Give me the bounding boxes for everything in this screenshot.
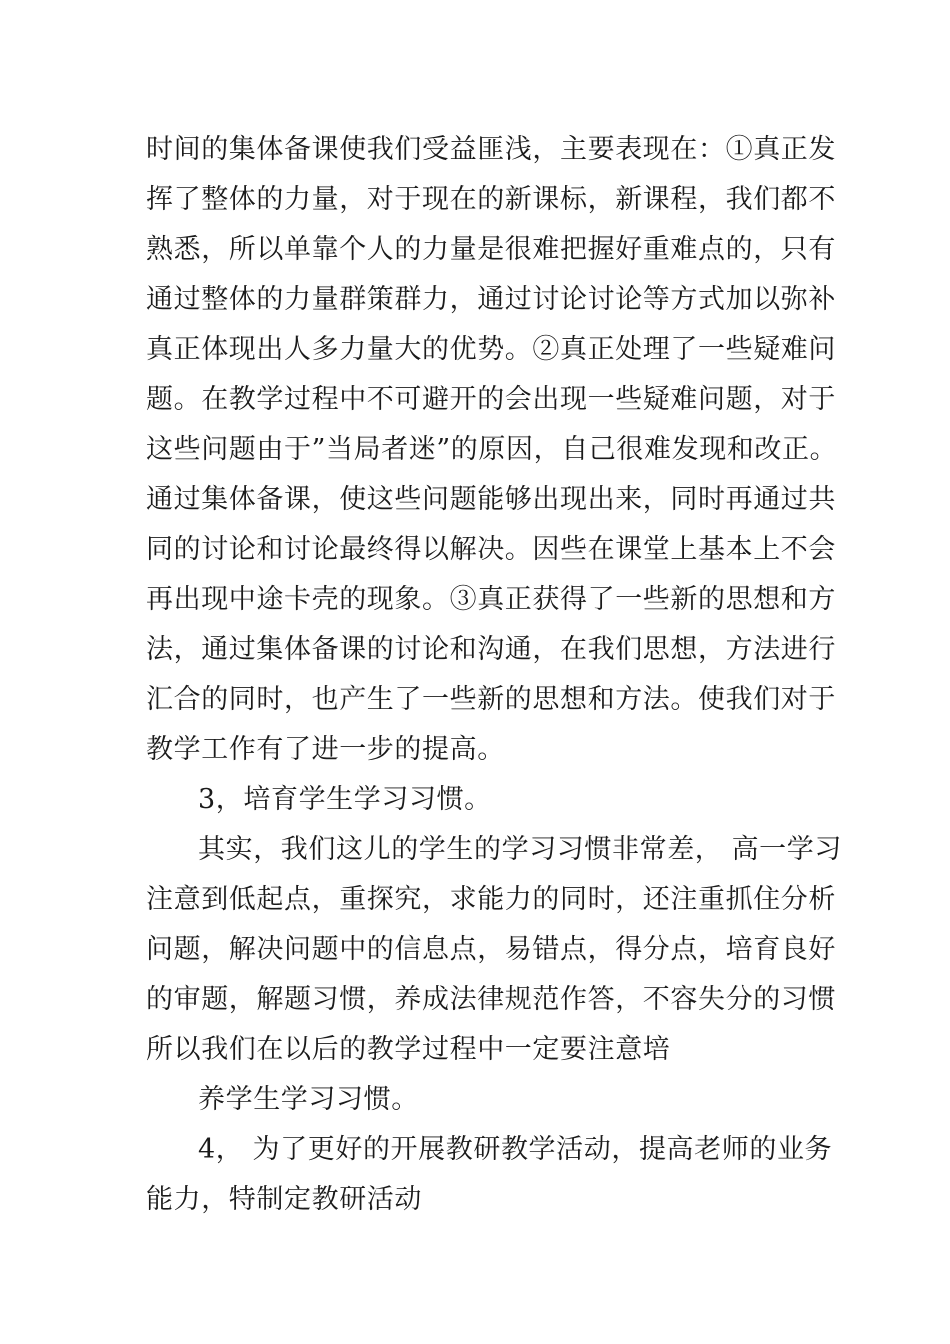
- text-line: 教学工作有了进一步的提高。: [146, 734, 505, 765]
- text-line: 挥了整体的力量，对于现在的新课标，新课程，我们都不: [146, 184, 836, 215]
- text-line: 这些问题由于”当局者迷”的原因，自己很难发现和改正。: [146, 434, 838, 465]
- text-line: 时间的集体备课使我们受益匪浅，主要表现在：①真正发: [146, 134, 836, 165]
- text-line: 汇合的同时，也产生了一些新的思想和方法。使我们对于: [146, 684, 836, 715]
- text-line: 熟悉，所以单靠个人的力量是很难把握好重难点的，只有: [146, 234, 836, 265]
- text-line: 通过整体的力量群策群力，通过讨论讨论等方式加以弥补: [146, 284, 836, 315]
- text-line: 的审题，解题习惯，养成法律规范作答，不容失分的习惯: [146, 984, 836, 1015]
- text-line: 真正体现出人多力量大的优势。②真正处理了一些疑难问: [146, 334, 836, 365]
- section-heading: 3，培育学生学习习惯。: [198, 784, 492, 815]
- text-line: 同的讨论和讨论最终得以解决。因些在课堂上基本上不会: [146, 534, 836, 565]
- text-line: 通过集体备课，使这些问题能够出现出来，同时再通过共: [146, 484, 836, 515]
- text-line: 所以我们在以后的教学过程中一定要注意培: [146, 1034, 671, 1065]
- section-heading: 4， 为了更好的开展教研教学活动，提高老师的业务: [198, 1134, 833, 1165]
- text-line: 养学生学习习惯。: [198, 1084, 419, 1115]
- text-line: 能力，特制定教研活动: [146, 1184, 422, 1215]
- text-line: 其实，我们这儿的学生的学习习惯非常差， 高一学习: [198, 834, 842, 865]
- text-line: 题。在教学过程中不可避开的会出现一些疑难问题，对于: [146, 384, 836, 415]
- text-line: 法，通过集体备课的讨论和沟通，在我们思想，方法进行: [146, 634, 836, 665]
- text-line: 注意到低起点，重探究，求能力的同时，还注重抓住分析: [146, 884, 836, 915]
- text-line: 问题，解决问题中的信息点，易错点，得分点，培育良好: [146, 934, 836, 965]
- text-line: 再出现中途卡壳的现象。③真正获得了一些新的思想和方: [146, 584, 836, 615]
